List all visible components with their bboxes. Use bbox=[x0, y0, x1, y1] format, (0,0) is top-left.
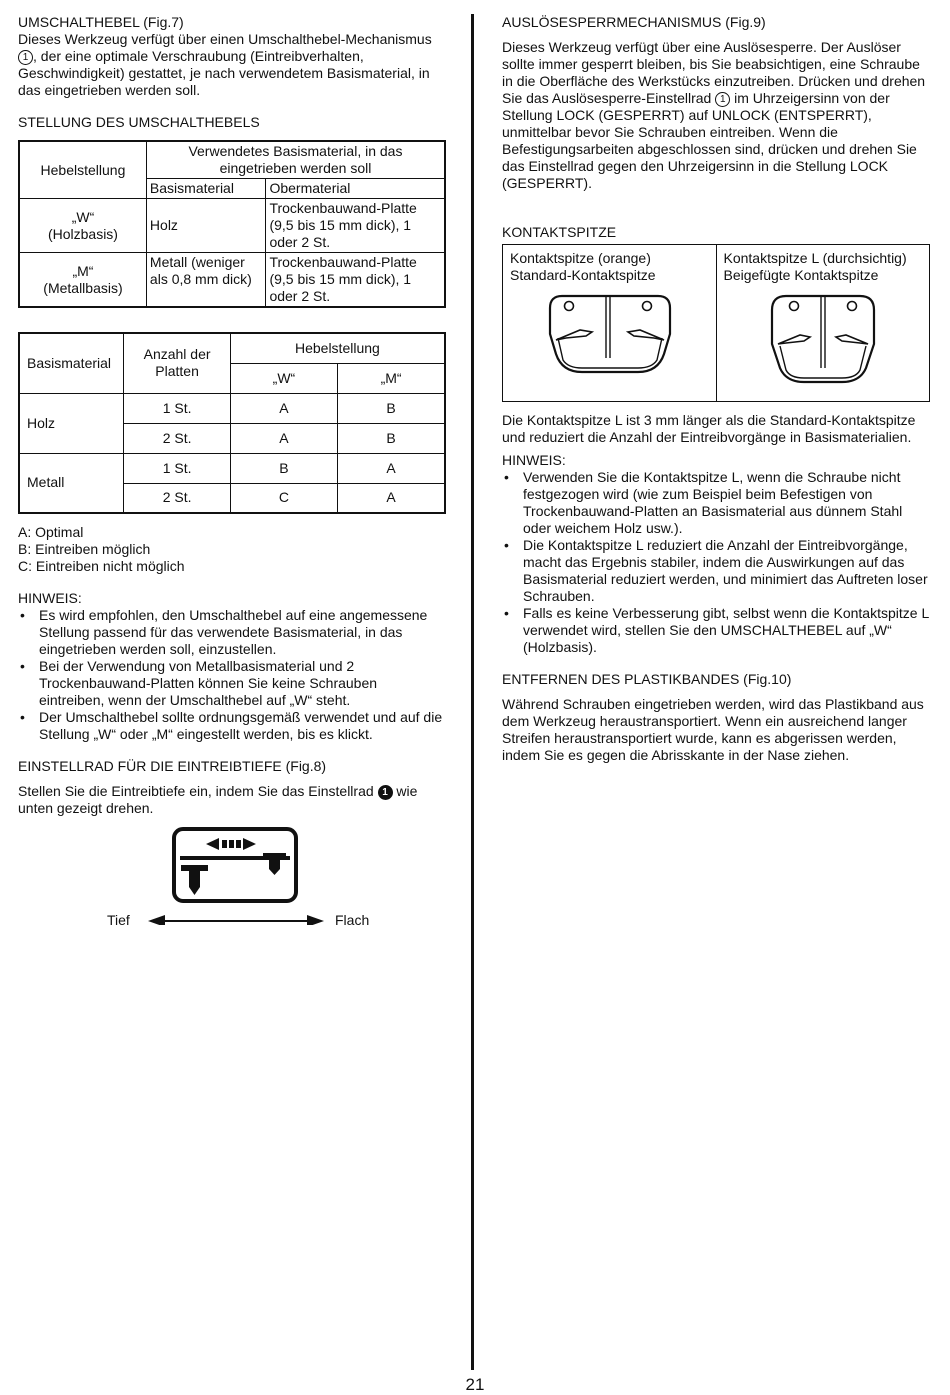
material-matrix-table bbox=[18, 332, 446, 514]
depth-label-flat: Flach bbox=[335, 912, 370, 928]
table-row: Metall 1 St. B A bbox=[19, 453, 445, 483]
contact-tip-l-icon bbox=[724, 288, 920, 396]
section-title-contact-tip: KONTAKTSPITZE bbox=[502, 224, 617, 240]
lever-description: Dieses Werkzeug verfügt über einen Umschalthebel-Mechanismus 1 , der eine optimale Verschraubung (Eintreibverhalten, Geschwindigkeit) gestattet, je nach verwendetem Basismaterial, in das eingetrieben werden soll. bbox=[18, 31, 432, 98]
list-item: • Bei der Verwendung von Metallbasismaterial und 2 Trockenbauwand-Platten können Sie keine Schrauben eintreiben, wenn der Umschalthebel auf „W“ steht. bbox=[18, 658, 446, 709]
table-row: „W“ (Holzbasis) Holz Trockenbauwand-Platte (9,5 bis 15 mm dick), 1 oder 2 St. bbox=[19, 199, 445, 253]
section-title-trigger-lock: AUSLÖSESPERRMECHANISMUS (Fig.9) bbox=[502, 14, 766, 30]
list-item: • Der Umschalthebel sollte ordnungsgemäß verwendet und auf die Stellung „W“ oder „M“ eingestellt werden, bis es klickt. bbox=[18, 709, 446, 743]
depth-figure bbox=[18, 825, 446, 945]
section-title-plastic-strip: ENTFERNEN DES PLASTIKBANDES (Fig.10) bbox=[502, 671, 792, 687]
note-list bbox=[502, 469, 930, 656]
table-header: Hebelstellung bbox=[230, 333, 445, 363]
left-column bbox=[18, 14, 446, 945]
table-row: „M“ (Metallbasis) Metall (weniger als 0,8 mm dick) Trockenbauwand-Platte (9,5 bis 15 mm dick), 1 oder 2 St. bbox=[19, 253, 445, 308]
contact-tip-description: Die Kontaktspitze L ist 3 mm länger als die Standard-Kontaktspitze und reduziert die Anzahl der Eintreibvorgänge in Basismaterialien. bbox=[502, 412, 916, 445]
page-number: 21 bbox=[465, 1375, 485, 1394]
list-item: • Es wird empfohlen, den Umschalthebel auf eine angemessene Stellung passend für das verwendete Basismaterial, in das eingetrieben werden soll, einzustellen. bbox=[18, 607, 446, 658]
column-divider bbox=[471, 14, 474, 1370]
table-header: Hebelstellung bbox=[19, 141, 146, 199]
standard-contact-tip-icon bbox=[510, 288, 706, 388]
depth-label-deep: Tief bbox=[107, 912, 130, 928]
table-header: Basismaterial bbox=[19, 333, 124, 393]
depth-dial-icon bbox=[18, 825, 446, 925]
marker-1: 1 bbox=[378, 785, 393, 800]
table-header: Anzahl der Platten bbox=[124, 333, 230, 393]
lever-position-table bbox=[18, 140, 446, 308]
list-item: • Falls es keine Verbesserung gibt, selbst wenn die Kontaktspitze L verwendet wird, stellen Sie den UMSCHALTHEBEL auf „W“ (Holzbasis). bbox=[502, 605, 930, 656]
section-title-lever-position: STELLUNG DES UMSCHALTHEBELS bbox=[18, 114, 260, 130]
section-title-depth: EINSTELLRAD FÜR DIE EINTREIBTIEFE (Fig.8) bbox=[18, 758, 327, 774]
table-row: Holz 1 St. A B bbox=[19, 393, 445, 423]
right-column bbox=[502, 14, 930, 764]
trigger-lock-description: Dieses Werkzeug verfügt über eine Auslösesperre. Der Auslöser sollte immer gesperrt bleiben, bis Sie beabsichtigen, eine Schraube in die Oberfläche des Werkstücks einzutreiben. Drücken und drehen Sie das Auslösesperre-Einstellrad 1 im Uhrzeigersinn von der Stellung LOCK (GESPERRT) auf UNLOCK (ENTSPERRT), unmittelbar bevor Sie Schrauben eintreiben. Wenn die Befestigungsarbeiten abgeschlossen sind, drücken und drehen Sie das Einstellrad gegen den Uhrzeigersinn in die Stellung LOCK (GESPERRT). bbox=[502, 39, 926, 191]
legend: A: Optimal B: Eintreiben möglich C: Eintreiben nicht möglich bbox=[18, 524, 185, 574]
marker-1: 1 bbox=[715, 92, 730, 107]
plastic-strip-description: Während Schrauben eingetrieben werden, wird das Plastikband aus dem Werkzeug heraustransportiert. Wenn ein ausreichend langer Streifen heraustransportiert wurde, kann es abgerissen werden, indem Sie es gegen die Abrisskante in der Nase ziehen. bbox=[502, 696, 924, 763]
table-header: Basismaterial bbox=[146, 179, 266, 199]
table-header: „M“ bbox=[338, 363, 445, 393]
section-title-lever: UMSCHALTHEBEL (Fig.7) bbox=[18, 14, 184, 30]
list-item: • Verwenden Sie die Kontaktspitze L, wenn die Schraube nicht festgezogen wird (wie zum Beispiel beim Befestigen von Trockenbauwand-Platten an Basismaterial aus dünnem Stahl oder weichem Holz usw.). bbox=[502, 469, 930, 537]
table-row: 2 St. A B bbox=[19, 423, 445, 453]
table-header: „W“ bbox=[230, 363, 337, 393]
note-title: HINWEIS: bbox=[18, 590, 82, 606]
note-title: HINWEIS: bbox=[502, 452, 566, 468]
table-header: Verwendetes Basismaterial, in das eingetrieben werden soll bbox=[146, 141, 445, 179]
depth-description: Stellen Sie die Eintreibtiefe ein, indem Sie das Einstellrad 1 wie unten gezeigt drehen. bbox=[18, 783, 418, 816]
contact-tip-table: Kontaktspitze (orange) Standard-Kontaktspitze Kontaktspitze L (durchsichtig) Beigefügte Kontaktspitze bbox=[502, 244, 930, 402]
note-list bbox=[18, 607, 446, 743]
table-header: Obermaterial bbox=[266, 179, 445, 199]
table-row: 2 St. C A bbox=[19, 483, 445, 513]
marker-1: 1 bbox=[18, 50, 33, 65]
list-item: • Die Kontaktspitze L reduziert die Anzahl der Eintreibvorgänge, macht das Ergebnis stabiler, indem die Auswirkungen auf das Basismaterial reduziert werden, und minimiert das Auftreten loser Schrauben. bbox=[502, 537, 930, 605]
